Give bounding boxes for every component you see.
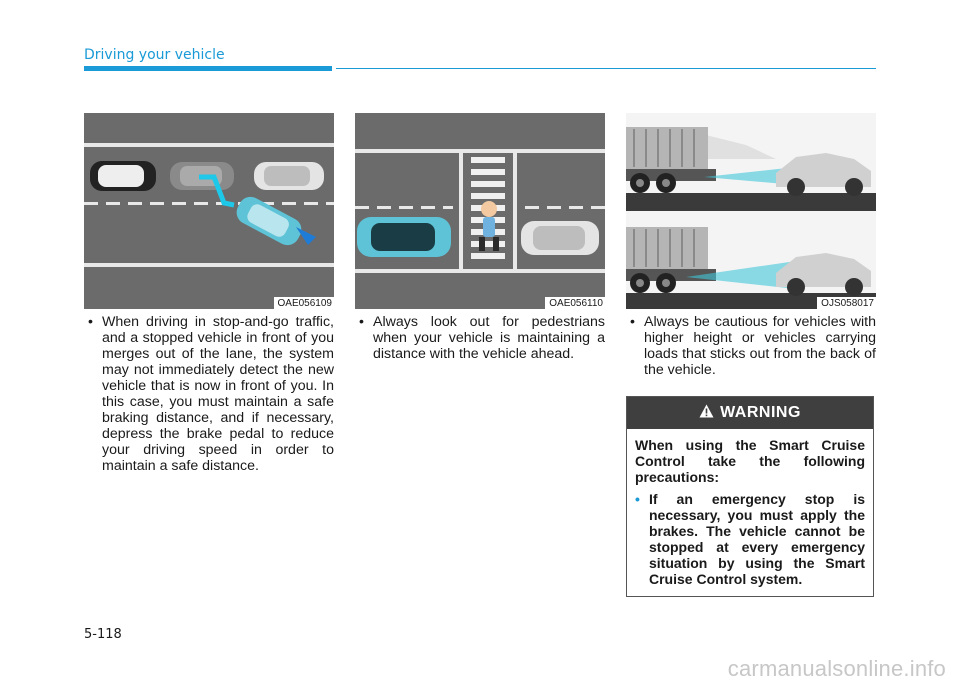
tall-vehicles-illustration [626,113,876,309]
paragraph: Always be cautious for vehicles with higher height or vehicles carrying loads that sticks out from the back of the vehicle. [644,314,876,378]
figure-pedestrian [355,113,605,309]
column-text-2 [355,314,605,362]
warning-header [627,397,873,429]
warning-bullet: • [635,491,640,507]
warning-body [627,429,873,587]
column-text-1 [84,314,334,474]
warning-triangle-icon [699,404,714,423]
watermark: carmanualsonline.info [727,656,946,681]
figure-lane-merge [84,113,334,309]
figure-code: OJS058017 [817,297,876,309]
paragraph: When driving in stop-and-go traffic, and a stopped vehicle in front of you merges out of the lane, the system may not immediately detect the new vehicle that is now in front of you. In this case, you must maintain a safe braking distance, and if necessary, depress the brake pedal to reduce your driving speed in order to maintain a safe distance. [102,314,334,474]
pedestrian-illustration [355,113,605,309]
bullet: • [359,314,364,330]
warning-box [626,396,874,597]
figure-code: OAE056109 [274,297,335,309]
column-text-3 [626,314,876,378]
header-rule-thick [84,66,332,71]
paragraph: Always look out for pedestrians when your vehicle is maintaining a distance with the vehicle ahead. [373,314,605,362]
warning-title: WARNING [720,404,801,421]
page-number: 5-118 [84,627,122,642]
figure-code: OAE056110 [545,297,605,309]
warning-intro: When using the Smart Cruise Control take the following precautions: [635,437,865,485]
bullet: • [630,314,635,330]
bullet: • [88,314,93,330]
warning-item: If an emergency stop is necessary, you must apply the brakes. The vehicle cannot be stopped at every emergency situation by using the Smart Cruise Control system. [649,491,865,587]
header-rule-thin [336,68,876,69]
lane-merge-illustration [84,113,334,309]
section-title: Driving your vehicle [84,47,225,63]
figure-tall-vehicles [626,113,876,309]
